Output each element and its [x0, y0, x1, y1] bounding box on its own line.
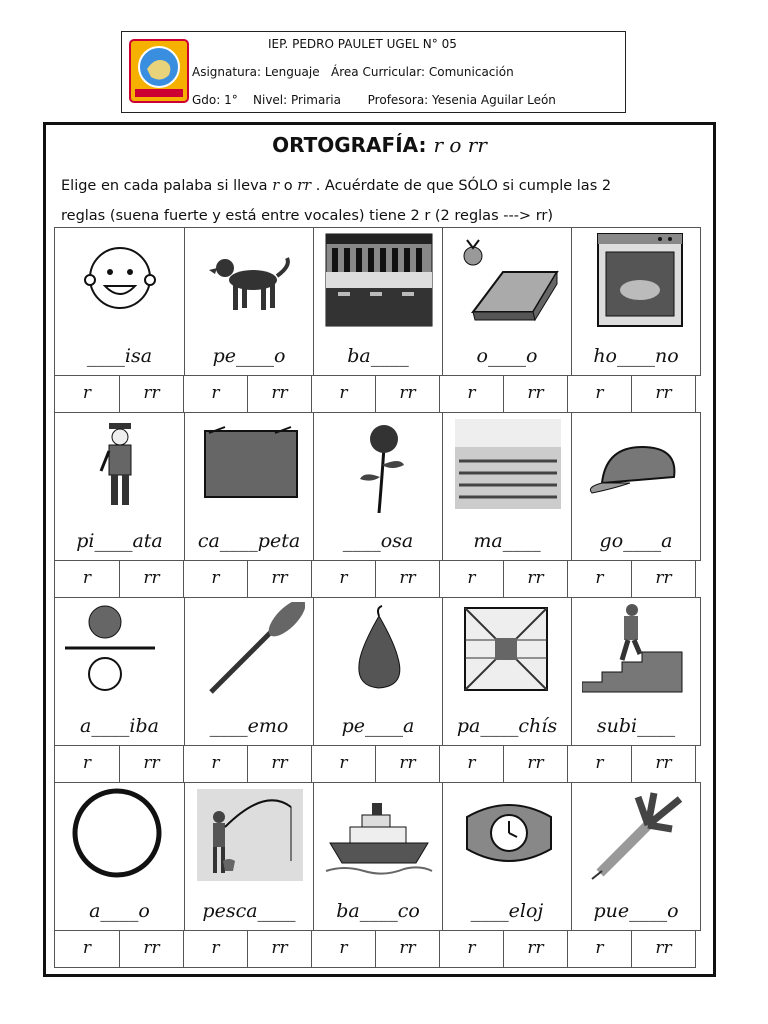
- option-rr[interactable]: rr: [247, 375, 312, 413]
- word-card: [313, 782, 443, 931]
- option-r[interactable]: r: [183, 560, 248, 598]
- option-r[interactable]: r: [439, 375, 504, 413]
- instr-text-e: . Acuérdate de que SÓLO si cumple las 2: [311, 178, 612, 194]
- option-r[interactable]: r: [183, 375, 248, 413]
- option-rr[interactable]: rr: [631, 375, 696, 413]
- options-row: [54, 746, 706, 783]
- word-with-blank: subi____: [596, 715, 676, 737]
- option-rr[interactable]: rr: [247, 745, 312, 783]
- option-rr[interactable]: rr: [503, 560, 568, 598]
- word-with-blank: o____o: [476, 345, 538, 367]
- option-rr[interactable]: rr: [631, 745, 696, 783]
- ring-icon: [65, 787, 175, 883]
- pear-icon: [324, 602, 434, 698]
- option-r[interactable]: r: [311, 745, 376, 783]
- title-text: ORTOGRAFÍA:: [272, 133, 434, 157]
- school-logo: [129, 39, 189, 103]
- option-r[interactable]: r: [567, 560, 632, 598]
- word-card: [54, 412, 185, 561]
- word-with-blank: ho____no: [593, 345, 679, 367]
- word-with-blank: pe____a: [341, 715, 415, 737]
- instr-text-c: o: [279, 178, 298, 194]
- option-r[interactable]: r: [54, 375, 120, 413]
- word-with-blank: go____a: [599, 530, 673, 552]
- option-rr[interactable]: rr: [375, 745, 440, 783]
- gold-bar-icon: [453, 232, 563, 328]
- instr-cursive-rr: rr: [297, 178, 312, 194]
- instr-text-a: Elige en cada palaba si lleva: [61, 178, 273, 194]
- word-with-blank: ____emo: [209, 715, 289, 737]
- option-rr[interactable]: rr: [503, 375, 568, 413]
- picture-row: [54, 598, 706, 746]
- option-r[interactable]: r: [567, 375, 632, 413]
- word-card: [184, 782, 314, 931]
- option-rr[interactable]: rr: [375, 560, 440, 598]
- word-with-blank: pue____o: [593, 900, 679, 922]
- option-rr[interactable]: rr: [375, 930, 440, 968]
- option-r[interactable]: r: [311, 560, 376, 598]
- options-row: [54, 376, 706, 413]
- word-with-blank: pa____chís: [456, 715, 558, 737]
- dog-icon: [195, 232, 305, 328]
- word-with-blank: ba____: [347, 345, 409, 367]
- picture-row: [54, 783, 706, 931]
- rose-icon: [324, 417, 434, 513]
- option-r[interactable]: r: [439, 745, 504, 783]
- option-r[interactable]: r: [183, 930, 248, 968]
- option-rr[interactable]: rr: [503, 745, 568, 783]
- oven-icon: [582, 232, 692, 328]
- word-with-blank: ca____peta: [197, 530, 301, 552]
- option-rr[interactable]: rr: [375, 375, 440, 413]
- word-card: [313, 597, 443, 746]
- option-rr[interactable]: rr: [247, 930, 312, 968]
- word-card: [54, 597, 185, 746]
- bar-icon: [324, 232, 434, 328]
- picture-row: [54, 413, 706, 561]
- word-with-blank: a____o: [89, 900, 150, 922]
- word-with-blank: ma____: [473, 530, 541, 552]
- option-rr[interactable]: rr: [119, 375, 184, 413]
- instruction-line-1: [61, 178, 611, 194]
- option-r[interactable]: r: [54, 930, 120, 968]
- instr-cursive-r: r: [272, 178, 280, 194]
- word-with-blank: ____isa: [86, 345, 153, 367]
- cap-icon: [582, 417, 692, 513]
- word-with-blank: ____osa: [342, 530, 414, 552]
- option-r[interactable]: r: [439, 930, 504, 968]
- word-card: [571, 412, 701, 561]
- word-card: [571, 227, 701, 376]
- option-rr[interactable]: rr: [631, 560, 696, 598]
- folder-icon: [195, 417, 305, 513]
- word-with-blank: pesca____: [202, 900, 296, 922]
- school-header: [121, 31, 626, 113]
- worksheet: [43, 122, 716, 977]
- word-card: [571, 782, 701, 931]
- word-card: [442, 597, 572, 746]
- option-r[interactable]: r: [311, 375, 376, 413]
- option-r[interactable]: r: [183, 745, 248, 783]
- ship-icon: [324, 787, 434, 883]
- option-rr[interactable]: rr: [119, 560, 184, 598]
- option-r[interactable]: r: [54, 560, 120, 598]
- word-card: [184, 597, 314, 746]
- climbing-stairs-icon: [582, 602, 692, 698]
- word-with-blank: pi____ata: [76, 530, 163, 552]
- options-row: [54, 931, 706, 968]
- title-cursive: r o rr: [433, 133, 487, 157]
- word-card: [184, 412, 314, 561]
- option-r[interactable]: r: [311, 930, 376, 968]
- option-rr[interactable]: rr: [119, 745, 184, 783]
- option-r[interactable]: r: [54, 745, 120, 783]
- option-rr[interactable]: rr: [119, 930, 184, 968]
- word-with-blank: ba____co: [336, 900, 420, 922]
- fisherman-icon: [195, 787, 305, 883]
- picture-row: [54, 228, 706, 376]
- option-r[interactable]: r: [567, 745, 632, 783]
- option-rr[interactable]: rr: [503, 930, 568, 968]
- word-with-blank: ____eloj: [470, 900, 544, 922]
- smiling-face-icon: [65, 232, 175, 328]
- above-below-icon: [65, 602, 175, 698]
- option-r[interactable]: r: [567, 930, 632, 968]
- word-with-blank: pe____o: [212, 345, 286, 367]
- oar-icon: [195, 602, 305, 698]
- word-card: [313, 227, 443, 376]
- word-card: [313, 412, 443, 561]
- exercise-grid: [54, 228, 706, 968]
- school-name: IEP. PEDRO PAULET UGEL N° 05: [268, 37, 457, 51]
- word-card: [442, 227, 572, 376]
- sea-icon: [453, 417, 563, 513]
- parcheesi-icon: [453, 602, 563, 698]
- pirate-icon: [65, 417, 175, 513]
- word-card: [442, 412, 572, 561]
- subject-line: Asignatura: Lenguaje Área Curricular: Comunicación: [192, 65, 514, 79]
- watch-icon: [453, 787, 563, 883]
- option-r[interactable]: r: [439, 560, 504, 598]
- leek-icon: [582, 787, 692, 883]
- options-row: [54, 561, 706, 598]
- worksheet-title: [46, 133, 713, 157]
- word-with-blank: a____iba: [80, 715, 159, 737]
- grade-line: Gdo: 1° Nivel: Primaria Profesora: Yesenia Aguilar León: [192, 93, 556, 107]
- word-card: [184, 227, 314, 376]
- word-card: [571, 597, 701, 746]
- option-rr[interactable]: rr: [631, 930, 696, 968]
- option-rr[interactable]: rr: [247, 560, 312, 598]
- word-card: [54, 227, 185, 376]
- word-card: [442, 782, 572, 931]
- word-card: [54, 782, 185, 931]
- instruction-line-2: reglas (suena fuerte y está entre vocales) tiene 2 r (2 reglas ---> rr): [61, 208, 554, 224]
